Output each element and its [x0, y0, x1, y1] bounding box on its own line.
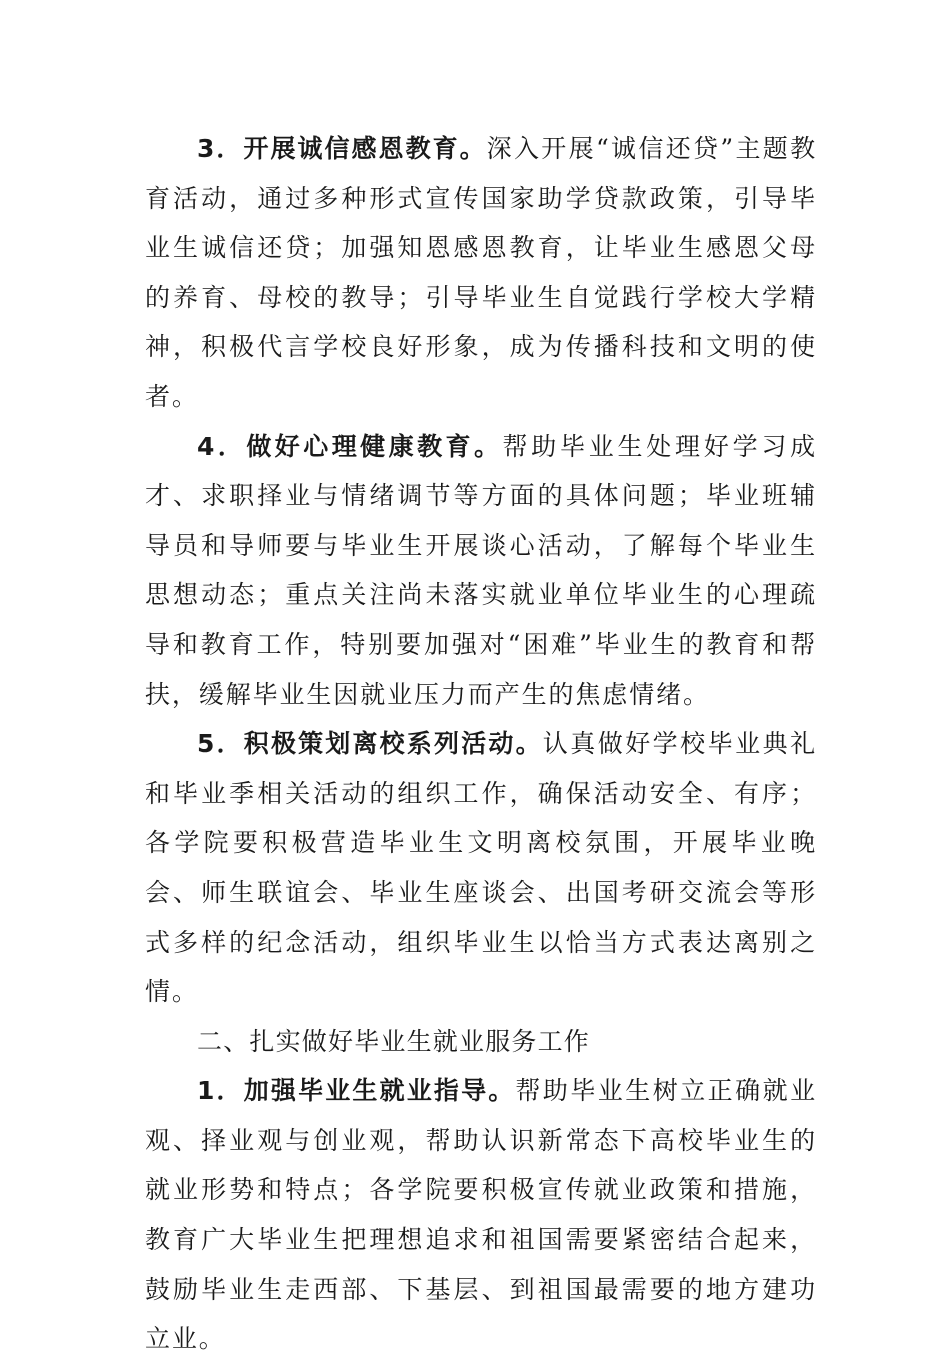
paragraph-lead: 1．加强毕业生就业指导。 — [197, 1076, 516, 1106]
paragraph-text: 帮助毕业生处理好学习成才、求职择业与情绪调节等方面的具体问题；毕业班辅导员和导师要与毕业生开展谈心活动，了解每个毕业生思想动态；重点关注尚未落实就业单位毕业生的心理疏导和教育工作，特别要加强对“困难”毕业生的教育和帮扶，缓解毕业生因就业压力而产生的焦虑情绪。 — [145, 431, 818, 709]
paragraph-text: 深入开展“诚信还贷”主题教育活动，通过多种形式宣传国家助学贷款政策，引导毕业生诚信还贷；加强知恩感恩教育，让毕业生感恩父母的养育、母校的教导；引导毕业生自觉践行学校大学精神，积极代言学校良好形象，成为传播科技和文明的使者。 — [145, 134, 817, 411]
section-heading: 二、扎实做好毕业生就业服务工作 — [197, 1026, 591, 1056]
paragraph-text: 帮助毕业生树立正确就业观、择业观与创业观，帮助认识新常态下高校毕业生的就业形势和特点；各学院要积极宣传就业政策和措施，教育广大毕业生把理想追求和祖国需要紧密结合起来，鼓励毕业生走西部、下基层、到祖国最需要的地方建功立业。 — [145, 1076, 817, 1354]
paragraph-integrity-gratitude — [145, 124, 817, 422]
paragraph-lead: 4．做好心理健康教育。 — [197, 431, 503, 461]
document-body — [145, 124, 817, 1364]
paragraph-graduation-activities — [145, 719, 817, 1017]
paragraph-lead: 5．积极策划离校系列活动。 — [197, 729, 543, 759]
paragraph-employment-guidance — [145, 1066, 817, 1364]
paragraph-text: 认真做好学校毕业典礼和毕业季相关活动的组织工作，确保活动安全、有序；各学院要积极营造毕业生文明离校氛围，开展毕业晚会、师生联谊会、毕业生座谈会、出国考研交流会等形式多样的纪念活动，组织毕业生以恰当方式表达离别之情。 — [145, 729, 817, 1007]
paragraph-lead: 3．开展诚信感恩教育。 — [197, 134, 487, 163]
paragraph-mental-health — [145, 422, 817, 720]
